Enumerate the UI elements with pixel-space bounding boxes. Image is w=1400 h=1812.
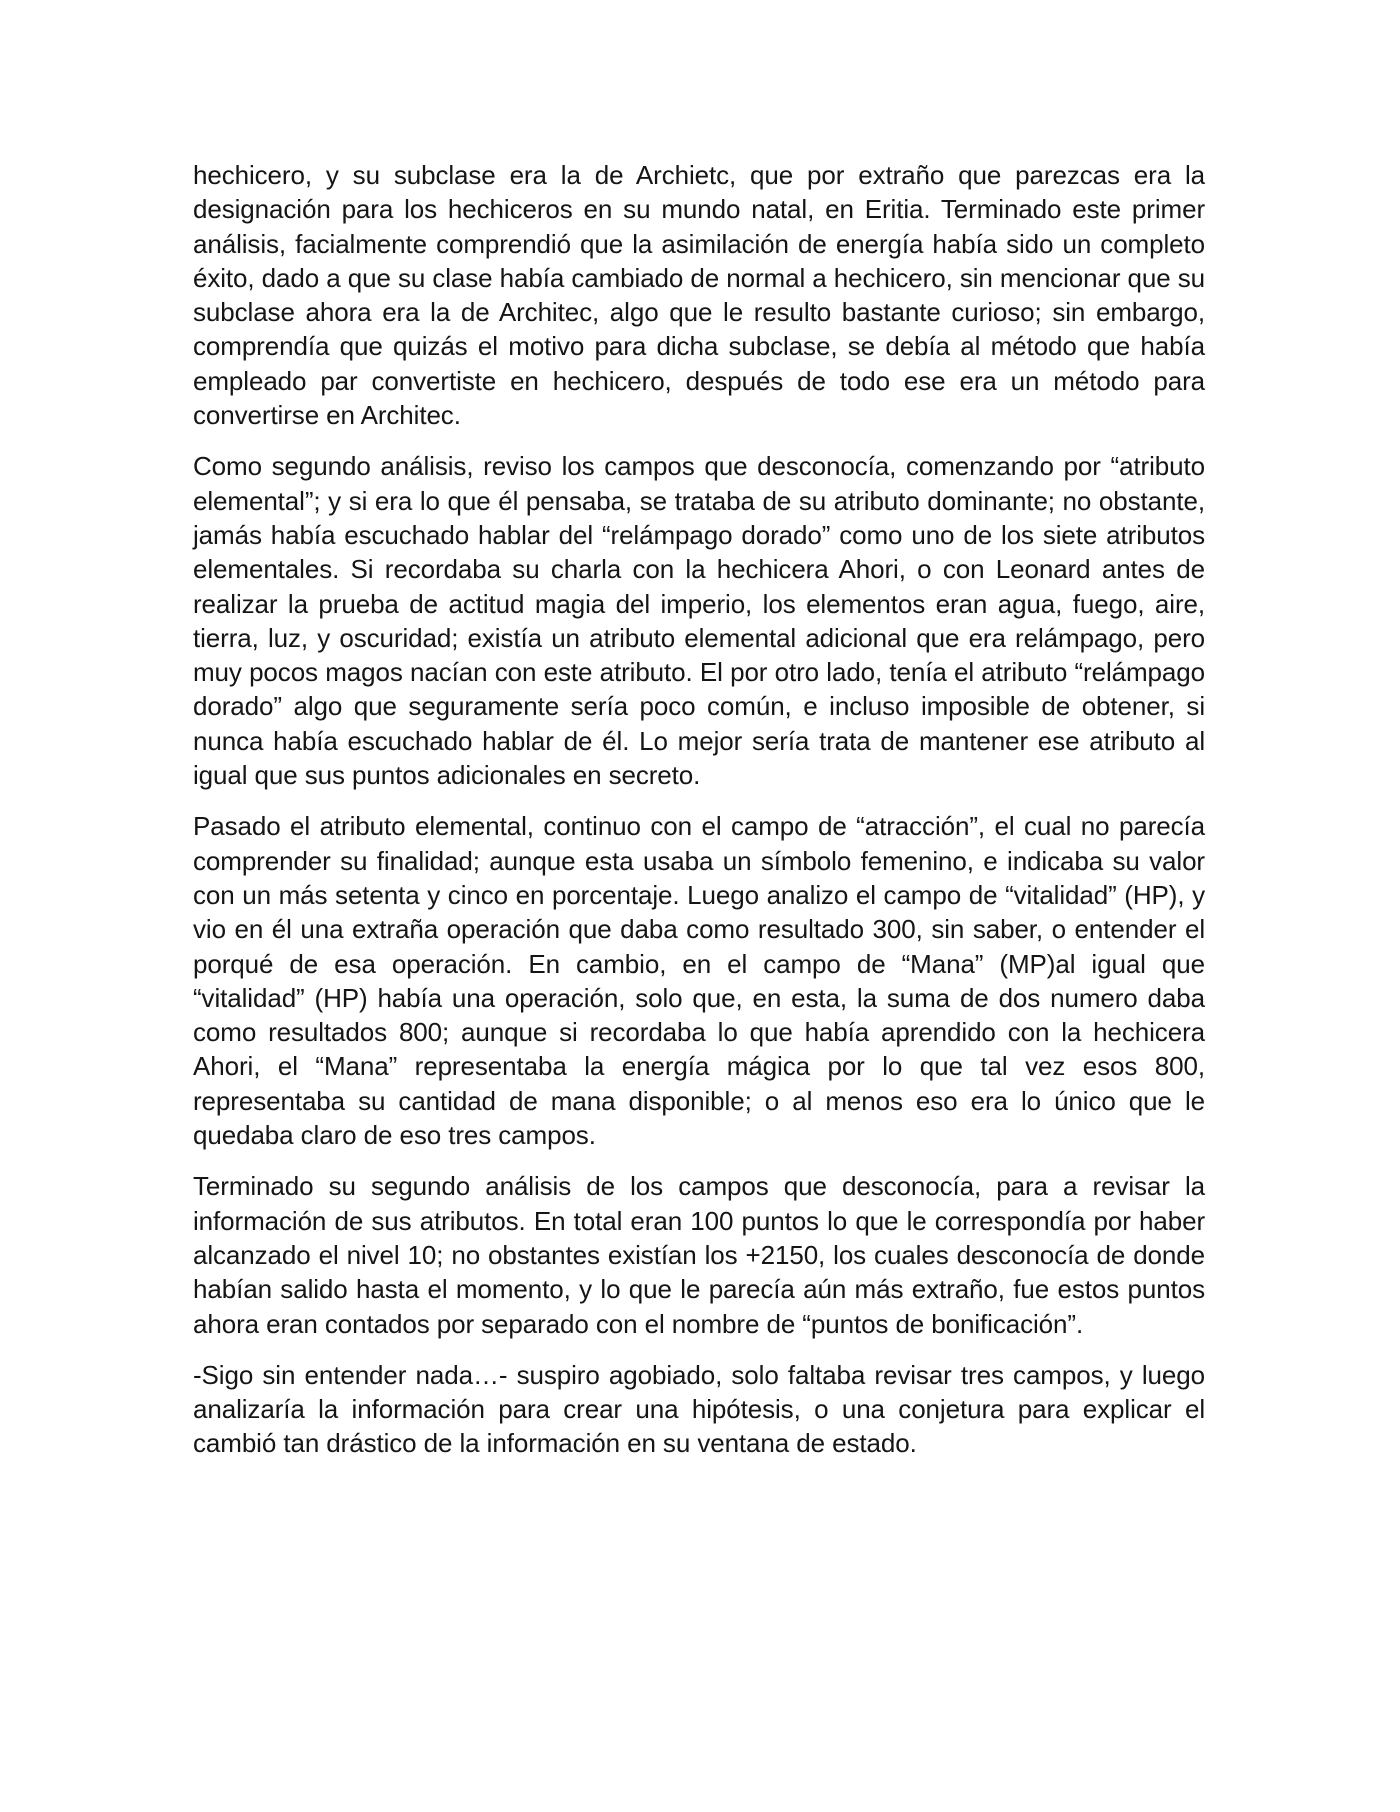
paragraph-5: -Sigo sin entender nada…- suspiro agobiado, solo faltaba revisar tres campos, y luego analizaría la información para crear una hipótesis, o una conjetura para explicar el cambió tan drástico de la información en su ventana de estado. [193, 1359, 1205, 1459]
paragraph-2: Como segundo análisis, reviso los campos que desconocía, comenzando por “atributo elemental”; y si era lo que él pensaba, se trataba de su atributo dominante; no obstante, jamás había escuchado hablar del “relámpago dorado” como uno de los siete atributos elementales. Si recordaba su charla con la hechicera Ahori, o con Leonard antes de realizar la prueba de actitud magia del imperio, los elementos eran agua, fuego, aire, tierra, luz, y oscuridad; existía un atributo elemental adicional que era relámpago, pero muy pocos magos nacían con este atributo. El por otro lado, tenía el atributo “relámpago dorado” algo que seguramente sería poco común, e incluso imposible de obtener, si nunca había escuchado hablar de él. Lo mejor sería trata de mantener ese atributo al igual que sus puntos adicionales en secreto. [193, 451, 1205, 791]
paragraph-3: Pasado el atributo elemental, continuo con el campo de “atracción”, el cual no parecía comprender su finalidad; aunque esta usaba un símbolo femenino, e indicaba su valor con un más setenta y cinco en porcentaje. Luego analizo el campo de “vitalidad” (HP), y vio en él una extraña operación que daba como resultado 300, sin saber, o entender el porqué de esa operación. En cambio, en el campo de “Mana” (MP)al igual que “vitalidad” (HP) había una operación, solo que, en esta, la suma de dos numero daba como resultados 800; aunque si recordaba lo que había aprendido con la hechicera Ahori, el “Mana” representaba la energía mágica por lo que tal vez esos 800, representaba su cantidad de mana disponible; o al menos eso era lo único que le quedaba claro de eso tres campos. [193, 811, 1205, 1151]
paragraph-4: Terminado su segundo análisis de los campos que desconocía, para a revisar la información de sus atributos. En total eran 100 puntos lo que le correspondía por haber alcanzado el nivel 10; no obstantes existían los +2150, los cuales desconocía de donde habían salido hasta el momento, y lo que le parecía aún más extraño, fue estos puntos ahora eran contados por separado con el nombre de “puntos de bonificación”. [193, 1171, 1205, 1339]
body-text [193, 158, 1205, 1478]
paragraph-1: hechicero, y su subclase era la de Archietc, que por extraño que parezcas era la designación para los hechiceros en su mundo natal, en Eritia. Terminado este primer análisis, facialmente comprendió que la asimilación de energía había sido un completo éxito, dado a que su clase había cambiado de normal a hechicero, sin mencionar que su subclase ahora era la de Architec, algo que le resulto bastante curioso; sin embargo, comprendía que quizás el motivo para dicha subclase, se debía al método que había empleado par convertiste en hechicero, después de todo ese era un método para convertirse en Architec. [193, 160, 1205, 431]
